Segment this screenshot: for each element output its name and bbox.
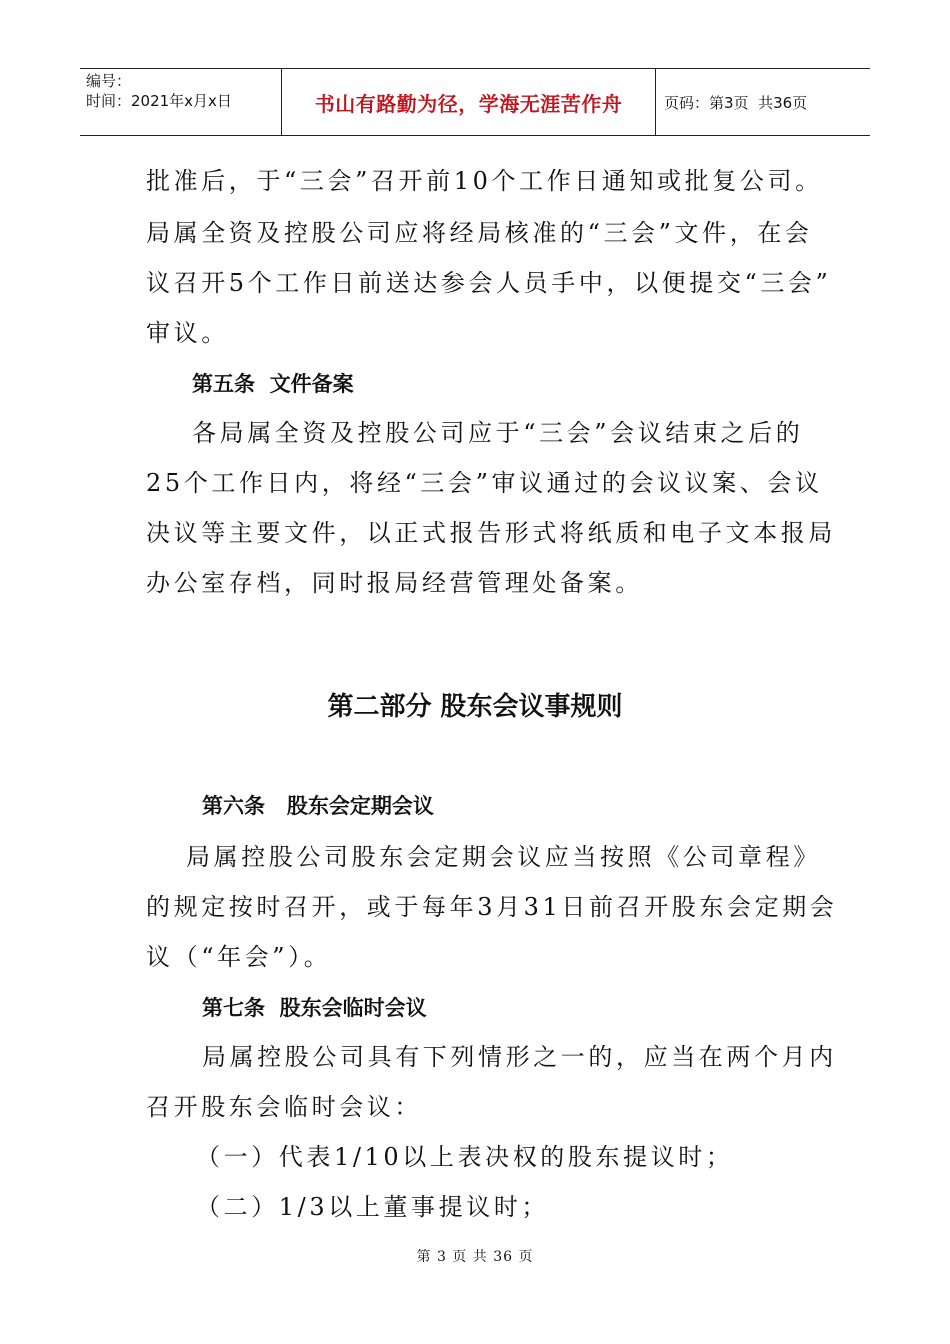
header-page-info bbox=[656, 69, 870, 135]
paragraph-line: 各局属全资及控股公司应于“三会”会议结束之后的 bbox=[192, 419, 804, 447]
paragraph-line: 审议。 bbox=[146, 319, 229, 347]
paragraph-line: 议（“年会”）。 bbox=[146, 943, 332, 971]
paragraph-line: 局属全资及控股公司应将经局核准的“三会”文件，在会 bbox=[146, 219, 813, 247]
paragraph-line: 局属控股公司具有下列情形之一的，应当在两个月内 bbox=[202, 1043, 837, 1071]
article-7-heading: 第七条 股东会临时会议 bbox=[202, 996, 427, 1020]
list-item: （二）1/3以上董事提议时； bbox=[196, 1193, 550, 1221]
document-date: 时间：2021年x月x日 bbox=[86, 92, 232, 110]
paragraph-line: 的规定按时召开，或于每年3月31日前召开股东会定期会 bbox=[146, 893, 838, 921]
document-number-label: 编号： bbox=[86, 72, 132, 90]
paragraph-line: 召开股东会临时会议： bbox=[146, 1093, 422, 1121]
header-motto: 书山有路勤为径，学海无涯苦作舟 bbox=[282, 69, 656, 135]
page-header bbox=[80, 68, 870, 136]
header-meta bbox=[80, 69, 282, 135]
paragraph-line: 议召开5个工作日前送达参会人员手中，以便提交“三会” bbox=[146, 269, 832, 297]
paragraph-line: 25个工作日内，将经“三会”审议通过的会议议案、会议 bbox=[146, 469, 823, 497]
article-6-heading: 第六条 股东会定期会议 bbox=[202, 794, 434, 818]
list-item: （一）代表1/10以上表决权的股东提议时； bbox=[196, 1143, 734, 1171]
paragraph-line: 局属控股公司股东会定期会议应当按照《公司章程》 bbox=[186, 843, 821, 871]
part-title: 第二部分 股东会议事规则 bbox=[327, 692, 623, 722]
paragraph-line: 决议等主要文件，以正式报告形式将纸质和电子文本报局 bbox=[146, 519, 836, 547]
article-5-heading: 第五条 文件备案 bbox=[192, 372, 354, 396]
header-page-info-text: 页码：第3页 共36页 bbox=[664, 93, 808, 112]
paragraph-line: 批准后，于“三会”召开前10个工作日通知或批复公司。 bbox=[146, 167, 823, 195]
paragraph-line: 办公室存档，同时报局经营管理处备案。 bbox=[146, 569, 643, 597]
page-footer: 第 3 页 共 36 页 bbox=[416, 1249, 534, 1265]
